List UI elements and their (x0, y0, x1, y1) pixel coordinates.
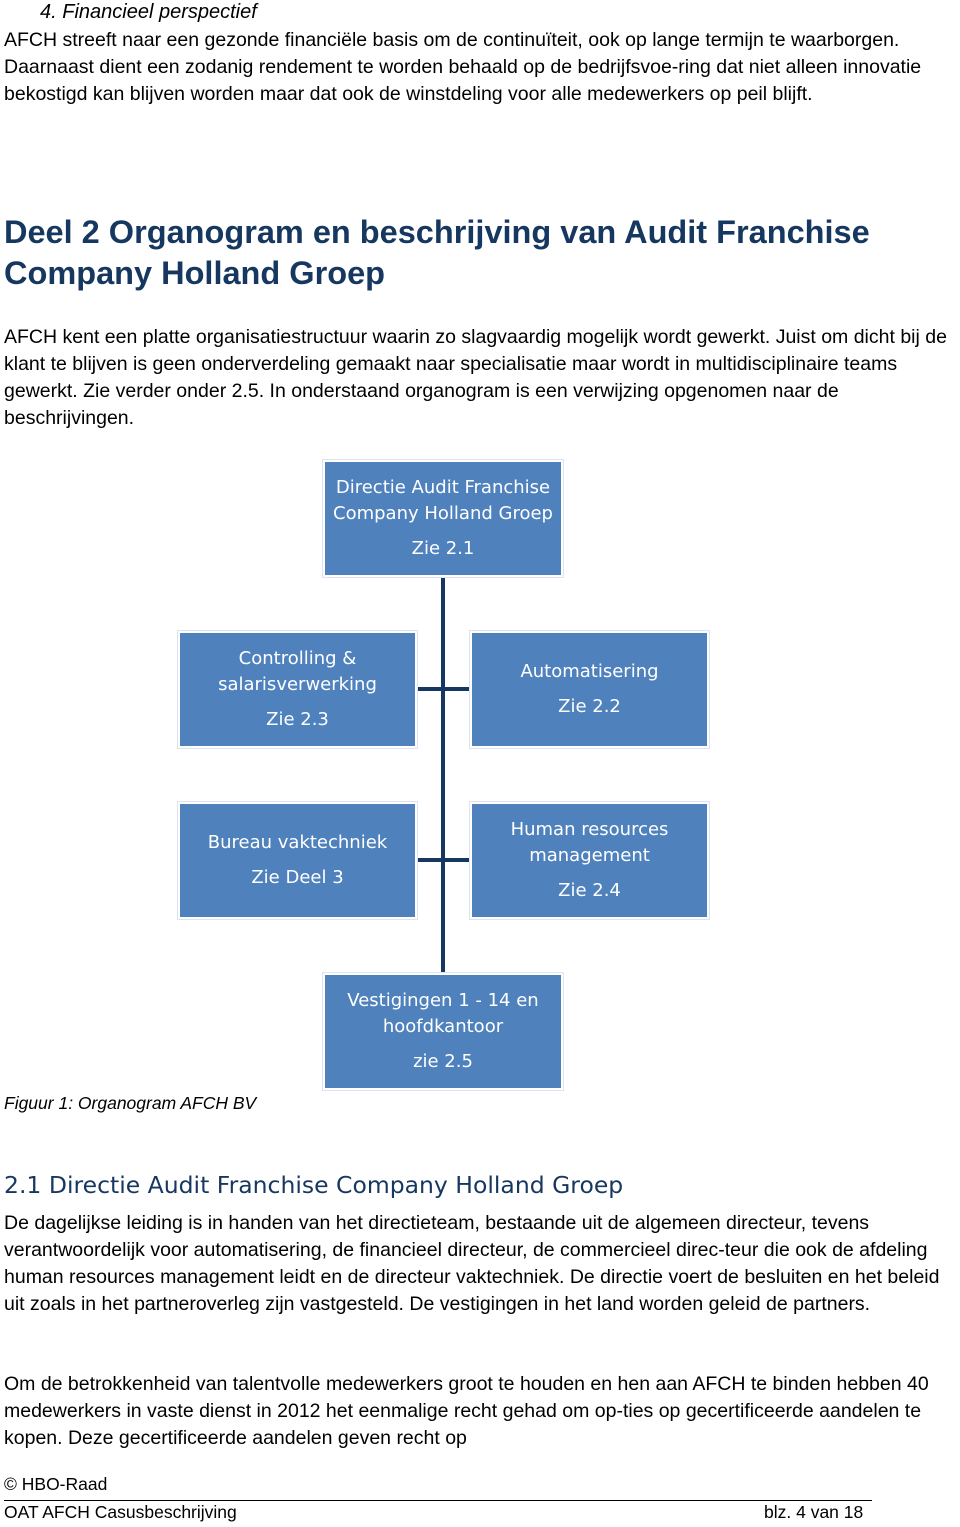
orgchart-box-vestigingen (323, 973, 563, 1090)
orgchart-box-automatisering-name: Automatisering (520, 661, 659, 682)
orgchart-connector-row2 (416, 858, 471, 862)
orgchart-box-controlling-ref: Zie 2.3 (266, 709, 329, 730)
orgchart-box-vestigingen-name: Vestigingen 1 - 14 en hoofdkantoor (347, 990, 539, 1037)
orgchart-connector-row1 (416, 687, 471, 691)
orgchart-vertical-line (441, 578, 445, 976)
orgchart-box-controlling (178, 631, 417, 748)
footer-copyright: © HBO-Raad (4, 1474, 108, 1494)
orgchart-box-controlling-name: Controlling & salarisverwerking (218, 648, 377, 695)
paragraph-intro: AFCH kent een platte organisatiestructuur waarin zo slagvaardig mogelijk wordt gewerkt. Juist om dicht bij de klant te blijven is geen onderverdeling gemaakt naar specialisatie maar wordt in multidisciplinaire teams gewerkt. Zie verder onder 2.5. In onderstaand organogram is een verwijzing opgenomen naar de beschrijvingen. (4, 326, 947, 429)
footer-document-name: OAT AFCH Casusbeschrijving (4, 1502, 237, 1522)
orgchart-box-directie-ref: Zie 2.1 (411, 538, 475, 559)
paragraph-medewerkers: Om de betrokkenheid van talentvolle medewerkers groot te houden en hen aan AFCH te binden hebben 40 medewerkers in vaste dienst in 2012 het eenmalige recht gehad om op-ties op gecertificeerde aandelen te kopen. Deze gecertificeerde aandelen geven recht op (4, 1373, 929, 1449)
orgchart-box-hrm (470, 802, 709, 919)
orgchart-box-bureau (178, 802, 417, 919)
orgchart-box-vestigingen-ref: zie 2.5 (413, 1051, 473, 1072)
orgchart-box-hrm-ref: Zie 2.4 (558, 880, 621, 901)
orgchart-box-bureau-ref: Zie Deel 3 (251, 867, 344, 888)
section-heading: 4. Financieel perspectief (40, 1, 257, 23)
orgchart-box-directie-name: Directie Audit Franchise Company Holland Groep (333, 477, 553, 524)
orgchart-box-automatisering (470, 631, 709, 748)
figure-caption: Figuur 1: Organogram AFCH BV (4, 1093, 257, 1113)
paragraph-directie: De dagelijkse leiding is in handen van het directieteam, bestaande uit de algemeen directeur, tevens verantwoordelijk voor automatisering, de financieel directeur, de commercieel direc-teur die ook de afdeling human resources management leidt en de directeur vaktechniek. De directie voert de besluiten en het beleid uit zoals in het partneroverleg zijn vastgesteld. De vestigingen in het land worden geleid de partners. (4, 1212, 940, 1315)
orgchart-box-hrm-name: Human resources management (510, 819, 669, 866)
subsection-title: 2.1 Directie Audit Franchise Company Holland Groep (4, 1171, 624, 1199)
part-title: Deel 2 Organogram en beschrijving van Audit Franchise Company Holland Groep (4, 214, 870, 291)
paragraph-financial: AFCH streeft naar een gezonde financiële basis om de continuïteit, ook op lange termijn te waarborgen. Daarnaast dient een zodanig rendement te worden behaald op de bedrijfsvoe-ring dat niet alleen innovatie bekostigd kan blijven worden maar dat ook de winstdeling voor alle medewerkers op peil blijft. (4, 29, 922, 105)
footer-page-number: blz. 4 van 18 (764, 1502, 864, 1522)
footer-divider (4, 1500, 872, 1501)
orgchart-box-directie (323, 460, 563, 577)
orgchart-box-automatisering-ref: Zie 2.2 (558, 696, 621, 717)
orgchart-box-bureau-name: Bureau vaktechniek (207, 832, 388, 853)
